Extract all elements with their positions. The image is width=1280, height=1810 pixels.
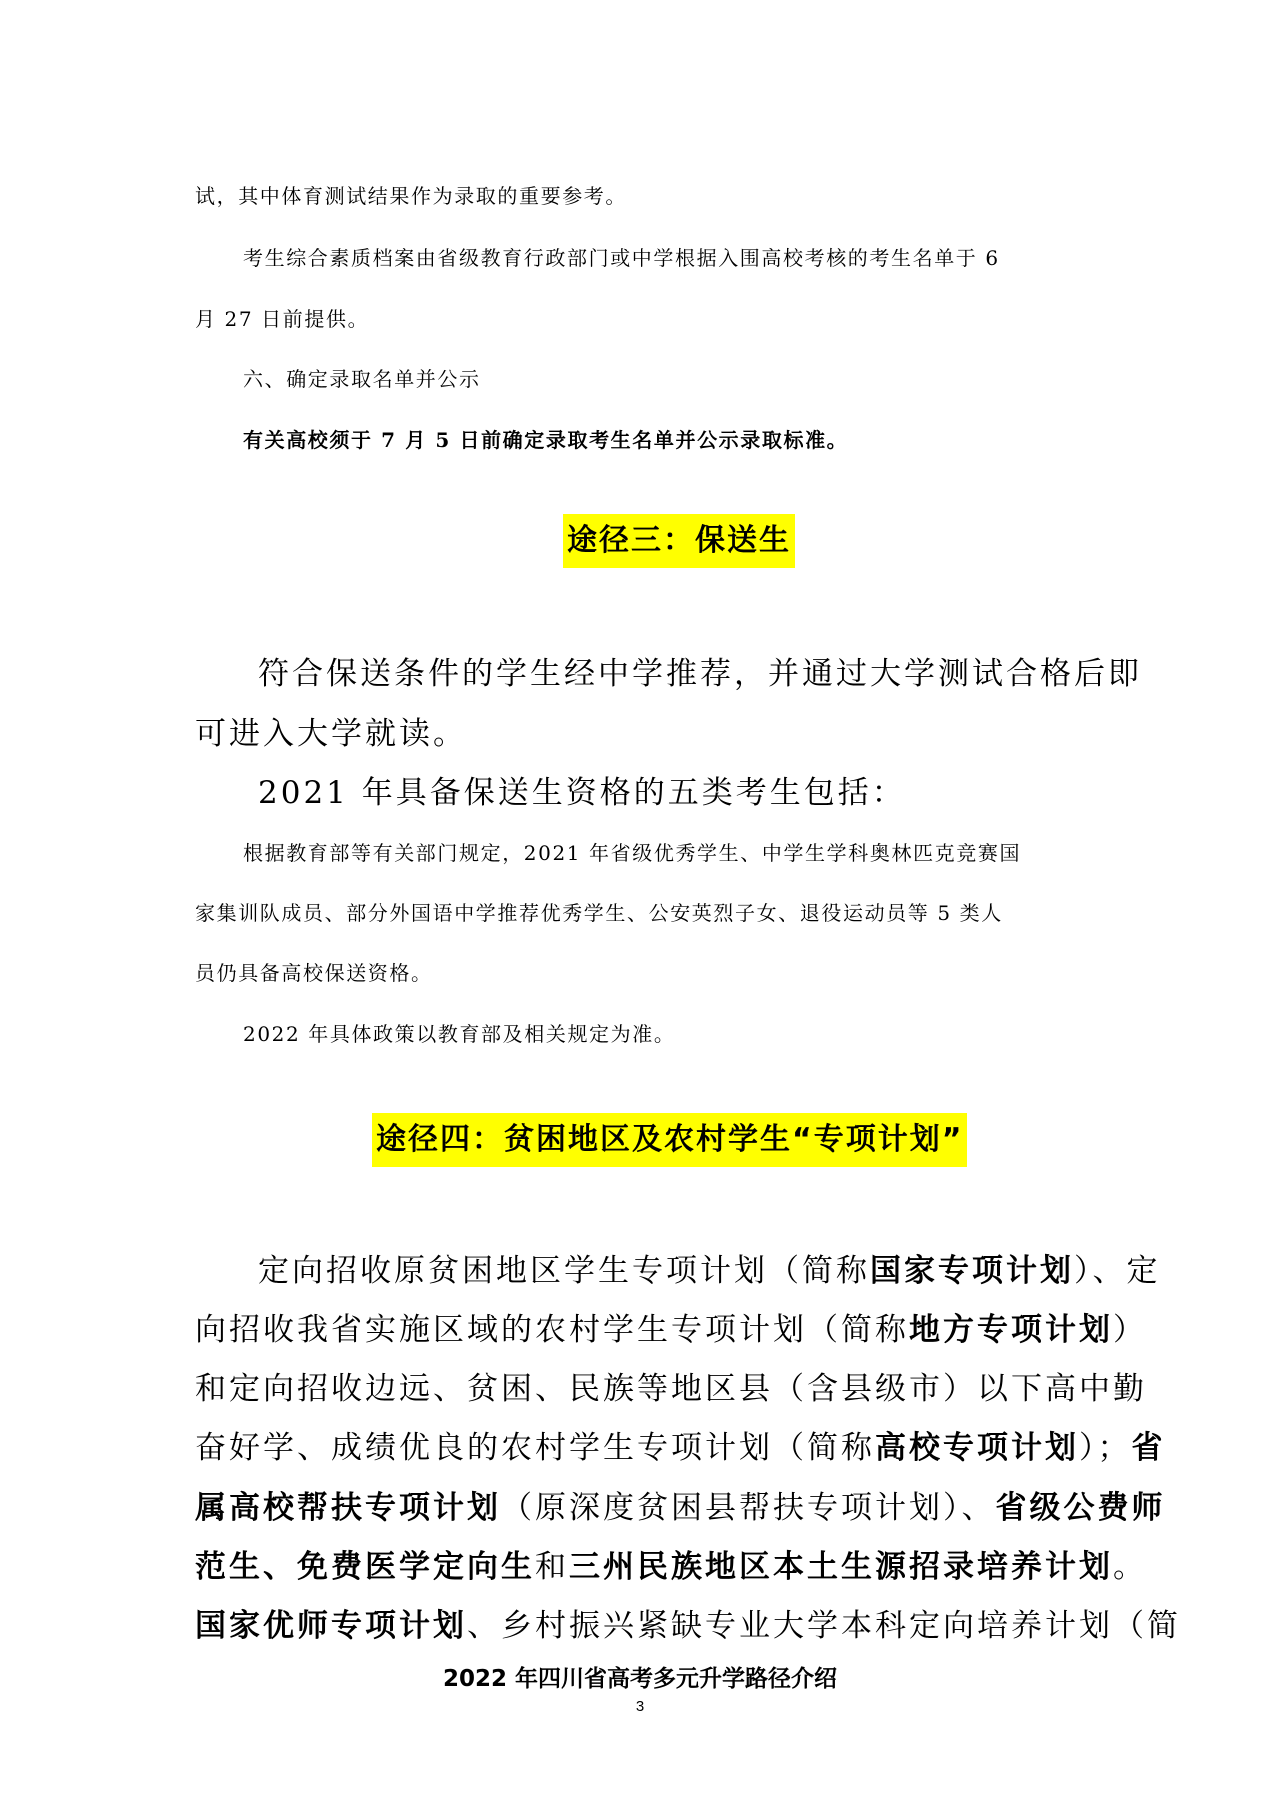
- body-text-line: 根据教育部等有关部门规定，2021 年省级优秀学生、中学生学科奥林匹克竞赛国: [243, 841, 1022, 865]
- body-text-line: [195, 1304, 1147, 1349]
- emphasis-text: 三州民族地区本土生源招录培养计划: [569, 1549, 1113, 1585]
- section-subtitle: 六、确定录取名单并公示: [243, 367, 481, 391]
- emphasis-text: 省级公费师: [995, 1490, 1166, 1526]
- emphasis-text: 高校专项计划: [875, 1430, 1079, 1466]
- body-text-line: 员仍具备高校保送资格。: [195, 961, 433, 985]
- emphasis-text: 省: [1131, 1430, 1166, 1466]
- body-text-line: [195, 1422, 1166, 1467]
- text-span: 奋好学、成绩优良的农村学生专项计划（简称: [195, 1430, 875, 1466]
- body-text-line: 2021 年具备保送生资格的五类考生包括：: [258, 775, 906, 811]
- body-text-line: 月 27 日前提供。: [195, 307, 370, 331]
- text-span: 定向招收原贫困地区学生专项计划（简称: [258, 1253, 870, 1289]
- footer-title: 2022 年四川省高考多元升学路径介绍: [442, 1666, 838, 1692]
- emphasis-text: 属高校帮扶专项计划: [195, 1490, 501, 1526]
- text-span: ）；: [1079, 1430, 1132, 1466]
- body-text-line: 和定向招收边远、贫困、民族等地区县（含县级市）以下高中勤: [195, 1371, 1147, 1407]
- body-text-line: [195, 1541, 1147, 1586]
- emphasis-text: 国家专项计划: [870, 1253, 1074, 1289]
- text-span: ）、定: [1074, 1253, 1161, 1289]
- body-text-line: 试，其中体育测试结果作为录取的重要参考。: [195, 184, 627, 208]
- text-span: （原深度贫困县帮扶专项计划）、: [501, 1490, 996, 1526]
- section-heading-4: 途径四：贫困地区及农村学生“专项计划”: [372, 1113, 967, 1167]
- text-span: 、: [467, 1608, 501, 1644]
- body-text-line: [195, 1482, 1166, 1527]
- section-heading-3: 途径三：保送生: [563, 514, 795, 568]
- body-text-line: 可进入大学就读。: [195, 716, 467, 752]
- page-number: 3: [635, 1698, 645, 1715]
- body-text-line: 有关高校须于 7 月 5 日前确定录取考生名单并公示录取标准。: [243, 428, 849, 452]
- text-span: 和: [535, 1549, 569, 1585]
- body-text-line: [258, 1245, 1161, 1290]
- text-span: 向招收我省实施区域的农村学生专项计划（简称: [195, 1312, 909, 1348]
- emphasis-text: 范生、免费医学定向生: [195, 1549, 535, 1585]
- body-text-line: 家集训队成员、部分外国语中学推荐优秀学生、公安英烈子女、退役运动员等 5 类人: [195, 901, 1003, 925]
- emphasis-text: 地方专项计划: [909, 1312, 1113, 1348]
- text-span: 乡村振兴紧缺专业大学本科定向培养计划: [501, 1608, 1113, 1644]
- body-text-line: 考生综合素质档案由省级教育行政部门或中学根据入围高校考核的考生名单于 6: [243, 246, 1000, 270]
- body-text-line: 符合保送条件的学生经中学推荐，并通过大学测试合格后即: [258, 656, 1142, 692]
- text-span: 。: [1113, 1549, 1147, 1585]
- text-span: （简: [1113, 1608, 1181, 1644]
- body-text-line: 2022 年具体政策以教育部及相关规定为准。: [243, 1022, 676, 1046]
- body-text-line: [195, 1600, 1181, 1645]
- text-span: ）: [1113, 1312, 1147, 1348]
- emphasis-text: 国家优师专项计划: [195, 1608, 467, 1644]
